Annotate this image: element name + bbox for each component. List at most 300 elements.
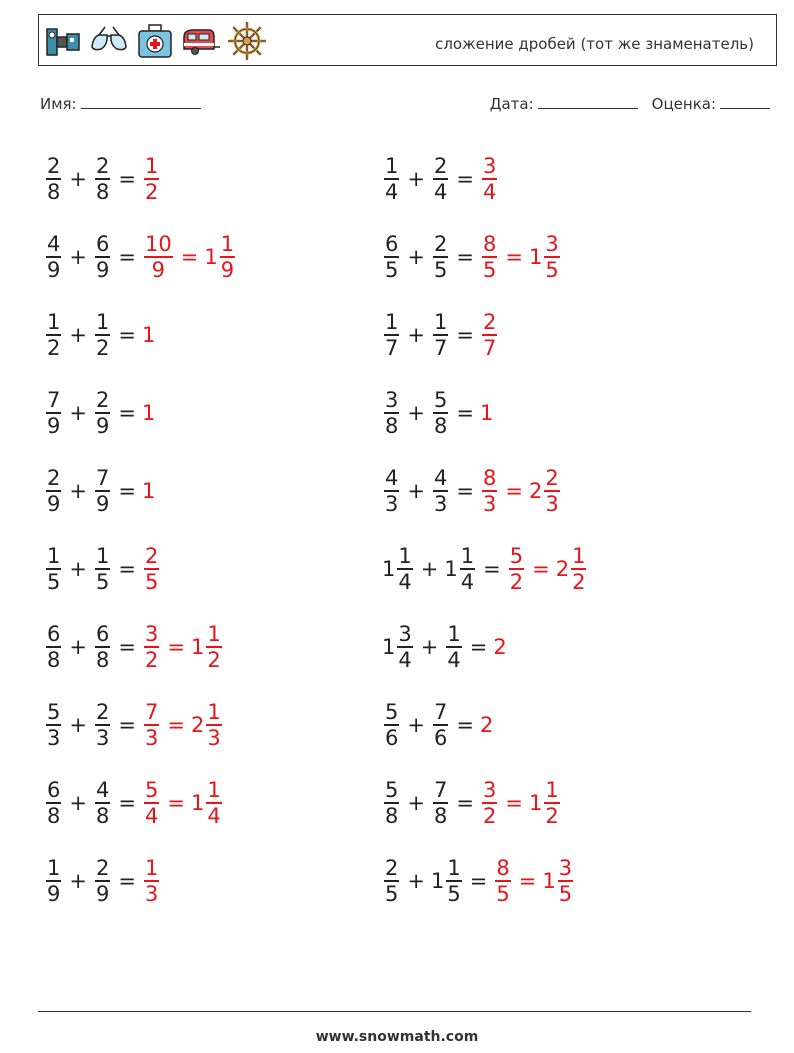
equals-sign: = bbox=[118, 401, 136, 425]
answer-equals-sign: = bbox=[167, 791, 185, 815]
equals-sign: = bbox=[456, 401, 474, 425]
addend-b bbox=[93, 544, 112, 594]
numerator: 2 bbox=[95, 154, 110, 179]
denominator: 9 bbox=[220, 257, 235, 282]
answer-value bbox=[142, 479, 155, 503]
problem-row bbox=[44, 452, 237, 530]
answer bbox=[480, 154, 499, 204]
answer bbox=[142, 401, 155, 425]
whole-number: 2 bbox=[555, 557, 570, 581]
whole-number: 1 bbox=[204, 245, 218, 269]
numerator: 5 bbox=[385, 700, 399, 725]
numerator: 8 bbox=[482, 466, 497, 491]
equals-sign: = bbox=[456, 791, 474, 815]
addend-b bbox=[93, 232, 112, 282]
equals-sign: = bbox=[469, 869, 488, 893]
answer-equals-sign: = bbox=[505, 791, 523, 815]
denominator: 7 bbox=[385, 335, 399, 360]
whole-number: 2 bbox=[493, 635, 507, 659]
fraction bbox=[206, 778, 221, 828]
answer bbox=[480, 310, 499, 360]
plus-sign: + bbox=[69, 869, 87, 893]
plus-sign: + bbox=[407, 167, 425, 191]
answer bbox=[142, 479, 155, 503]
equals-sign: = bbox=[118, 479, 136, 503]
addend-b bbox=[93, 466, 112, 516]
numerator: 7 bbox=[433, 700, 448, 725]
plus-sign: + bbox=[407, 245, 425, 269]
addend-a bbox=[382, 466, 401, 516]
answer bbox=[142, 778, 224, 828]
denominator: 8 bbox=[47, 647, 61, 672]
numerator: 2 bbox=[433, 154, 448, 179]
fraction bbox=[571, 544, 586, 594]
answer-value bbox=[142, 154, 161, 204]
whole-number: 1 bbox=[141, 479, 156, 503]
equals-sign: = bbox=[118, 713, 136, 737]
answer bbox=[142, 856, 161, 906]
name-blank bbox=[81, 94, 201, 109]
numerator: 2 bbox=[144, 544, 159, 569]
denominator: 4 bbox=[385, 179, 399, 204]
denominator: 9 bbox=[47, 257, 61, 282]
numerator: 2 bbox=[47, 466, 61, 491]
addend-b bbox=[431, 388, 450, 438]
plus-sign: + bbox=[69, 479, 87, 503]
denominator: 3 bbox=[144, 725, 159, 750]
fraction bbox=[482, 232, 497, 282]
plus-sign: + bbox=[407, 323, 425, 347]
problem-row bbox=[382, 296, 588, 374]
answer-value bbox=[142, 856, 161, 906]
problems-left-column bbox=[44, 140, 237, 920]
numerator: 1 bbox=[47, 310, 61, 335]
denominator: 8 bbox=[95, 179, 110, 204]
numerator: 7 bbox=[95, 466, 110, 491]
numerator: 3 bbox=[398, 622, 412, 647]
plus-sign: + bbox=[69, 167, 87, 191]
numerator: 1 bbox=[398, 544, 412, 569]
denominator: 3 bbox=[482, 491, 497, 516]
fraction bbox=[95, 700, 110, 750]
fraction bbox=[95, 154, 110, 204]
equals-sign: = bbox=[483, 557, 501, 581]
problem-row bbox=[382, 452, 588, 530]
answer-value bbox=[480, 310, 499, 360]
denominator: 2 bbox=[144, 179, 159, 204]
numerator: 6 bbox=[47, 778, 61, 803]
numerator: 1 bbox=[385, 154, 399, 179]
numerator: 1 bbox=[545, 778, 559, 803]
denominator: 5 bbox=[144, 569, 159, 594]
fraction bbox=[384, 778, 399, 828]
answer-value bbox=[142, 622, 161, 672]
problem-row bbox=[382, 140, 588, 218]
numerator: 1 bbox=[447, 856, 461, 881]
fraction bbox=[95, 466, 110, 516]
answer bbox=[493, 856, 575, 906]
header-icons bbox=[43, 21, 267, 61]
fraction bbox=[144, 232, 173, 282]
addend-a bbox=[44, 778, 63, 828]
numerator: 8 bbox=[482, 232, 497, 257]
answer-value bbox=[480, 401, 493, 425]
fraction bbox=[384, 388, 399, 438]
fraction bbox=[384, 310, 399, 360]
addend-a bbox=[382, 856, 401, 906]
denominator: 5 bbox=[545, 257, 559, 282]
equals-sign: = bbox=[118, 635, 136, 659]
fraction bbox=[144, 856, 159, 906]
whole-number: 2 bbox=[190, 713, 205, 737]
addend-b bbox=[444, 544, 477, 594]
equals-sign: = bbox=[118, 869, 136, 893]
fraction bbox=[384, 232, 399, 282]
fraction bbox=[46, 700, 61, 750]
answer bbox=[507, 544, 589, 594]
fraction bbox=[397, 622, 412, 672]
fraction bbox=[460, 544, 475, 594]
denominator: 5 bbox=[385, 257, 399, 282]
addend-a bbox=[382, 388, 401, 438]
numerator: 3 bbox=[545, 232, 559, 257]
fraction bbox=[544, 232, 559, 282]
denominator: 5 bbox=[447, 881, 461, 906]
denominator: 9 bbox=[95, 257, 110, 282]
plus-sign: + bbox=[69, 323, 87, 347]
whole-number: 1 bbox=[141, 323, 156, 347]
numerator: 3 bbox=[482, 154, 497, 179]
answer bbox=[142, 323, 155, 347]
numerator: 7 bbox=[47, 388, 61, 413]
answer-value bbox=[529, 232, 562, 282]
fraction bbox=[397, 544, 412, 594]
numerator: 7 bbox=[144, 700, 159, 725]
numerator: 5 bbox=[144, 778, 159, 803]
problem-row bbox=[382, 530, 588, 608]
plus-sign: + bbox=[420, 635, 439, 659]
equals-sign: = bbox=[118, 323, 136, 347]
answer bbox=[493, 635, 506, 659]
denominator: 8 bbox=[385, 413, 399, 438]
answer-value bbox=[493, 635, 506, 659]
numerator: 2 bbox=[95, 700, 110, 725]
numerator: 1 bbox=[433, 310, 448, 335]
answer bbox=[480, 232, 562, 282]
answer-value bbox=[529, 466, 562, 516]
answer bbox=[480, 401, 493, 425]
plus-sign: + bbox=[407, 869, 425, 893]
date-field bbox=[490, 94, 638, 113]
numerator: 6 bbox=[47, 622, 61, 647]
fraction bbox=[384, 700, 399, 750]
answer-value bbox=[204, 232, 237, 282]
denominator: 7 bbox=[433, 335, 448, 360]
whole-number: 1 bbox=[190, 635, 205, 659]
fraction bbox=[95, 856, 110, 906]
whole-number: 2 bbox=[528, 479, 543, 503]
numerator: 2 bbox=[545, 466, 559, 491]
denominator: 4 bbox=[398, 569, 412, 594]
whole-number: 1 bbox=[528, 791, 543, 815]
addend-a bbox=[382, 778, 401, 828]
denominator: 5 bbox=[385, 881, 399, 906]
addend-b bbox=[93, 388, 112, 438]
answer-value bbox=[529, 778, 562, 828]
equals-sign: = bbox=[469, 635, 488, 659]
denominator: 3 bbox=[207, 725, 221, 750]
addend-b bbox=[431, 310, 450, 360]
addend-a bbox=[44, 310, 63, 360]
numerator: 5 bbox=[509, 544, 524, 569]
plus-sign: + bbox=[69, 713, 87, 737]
answer-value bbox=[480, 466, 499, 516]
addend-a bbox=[44, 154, 63, 204]
answer-value bbox=[480, 778, 499, 828]
denominator: 2 bbox=[207, 647, 221, 672]
denominator: 3 bbox=[47, 725, 61, 750]
name-label: Имя: bbox=[40, 95, 77, 113]
whole-number: 1 bbox=[444, 557, 458, 581]
equals-sign: = bbox=[118, 791, 136, 815]
plus-sign: + bbox=[407, 791, 425, 815]
problem-row bbox=[44, 374, 237, 452]
whole-number: 2 bbox=[479, 713, 494, 737]
denominator: 5 bbox=[482, 257, 497, 282]
plus-sign: + bbox=[69, 791, 87, 815]
answer bbox=[480, 466, 562, 516]
fraction bbox=[46, 544, 61, 594]
fraction bbox=[384, 154, 399, 204]
answer-equals-sign: = bbox=[180, 245, 199, 269]
denominator: 5 bbox=[496, 881, 510, 906]
footer-url: www.snowmath.com bbox=[315, 1029, 479, 1045]
denominator: 5 bbox=[47, 569, 61, 594]
denominator: 8 bbox=[95, 803, 110, 828]
fraction bbox=[46, 232, 61, 282]
fraction bbox=[509, 544, 524, 594]
fraction bbox=[446, 622, 461, 672]
denominator: 9 bbox=[47, 491, 61, 516]
numerator: 2 bbox=[95, 856, 110, 881]
answer-value bbox=[142, 700, 161, 750]
whole-number: 1 bbox=[528, 245, 543, 269]
addend-b bbox=[93, 856, 112, 906]
numerator: 2 bbox=[482, 310, 497, 335]
equals-sign: = bbox=[456, 167, 474, 191]
denominator: 4 bbox=[144, 803, 159, 828]
addend-a bbox=[44, 544, 63, 594]
fraction bbox=[95, 310, 110, 360]
problem-row bbox=[44, 296, 237, 374]
addend-a bbox=[382, 310, 401, 360]
equals-sign: = bbox=[456, 323, 474, 347]
numerator: 1 bbox=[572, 544, 586, 569]
fraction bbox=[46, 154, 61, 204]
fraction bbox=[95, 388, 110, 438]
fraction bbox=[433, 700, 448, 750]
plus-sign: + bbox=[407, 401, 425, 425]
whole-number: 1 bbox=[542, 869, 556, 893]
addend-a bbox=[382, 700, 401, 750]
denominator: 2 bbox=[509, 569, 524, 594]
whole-number: 1 bbox=[430, 869, 445, 893]
problem-row bbox=[382, 764, 588, 842]
fraction bbox=[433, 466, 448, 516]
addend-a bbox=[382, 622, 415, 672]
addend-a bbox=[382, 154, 401, 204]
name-field bbox=[40, 94, 201, 113]
denominator: 4 bbox=[482, 179, 497, 204]
denominator: 5 bbox=[433, 257, 448, 282]
answer-value bbox=[556, 544, 589, 594]
denominator: 5 bbox=[558, 881, 573, 906]
answer-value bbox=[480, 154, 499, 204]
problem-row bbox=[44, 530, 237, 608]
date-label: Дата: bbox=[489, 95, 534, 113]
numerator: 5 bbox=[433, 388, 448, 413]
whole-number: 1 bbox=[382, 557, 396, 581]
fraction bbox=[46, 622, 61, 672]
denominator: 8 bbox=[385, 803, 399, 828]
denominator: 6 bbox=[433, 725, 448, 750]
addend-b bbox=[93, 154, 112, 204]
denominator: 9 bbox=[151, 257, 166, 282]
answer bbox=[142, 544, 161, 594]
numerator: 1 bbox=[207, 622, 221, 647]
denominator: 5 bbox=[95, 569, 110, 594]
answer-value bbox=[142, 401, 155, 425]
problem-row bbox=[44, 764, 237, 842]
answer-value bbox=[191, 778, 224, 828]
numerator: 1 bbox=[447, 622, 461, 647]
answer-value bbox=[480, 713, 493, 737]
addend-a bbox=[44, 856, 63, 906]
grade-blank bbox=[720, 94, 770, 109]
addend-a bbox=[382, 544, 415, 594]
addend-b bbox=[444, 622, 463, 672]
problem-row bbox=[44, 140, 237, 218]
plus-sign: + bbox=[407, 713, 425, 737]
denominator: 9 bbox=[95, 881, 110, 906]
addend-b bbox=[93, 310, 112, 360]
numerator: 3 bbox=[482, 778, 497, 803]
numerator: 1 bbox=[207, 778, 221, 803]
fraction bbox=[144, 622, 159, 672]
denominator: 8 bbox=[47, 803, 61, 828]
addend-b bbox=[431, 778, 450, 828]
denominator: 6 bbox=[385, 725, 399, 750]
numerator: 1 bbox=[95, 310, 110, 335]
answer-value bbox=[493, 856, 512, 906]
numerator: 2 bbox=[385, 856, 399, 881]
fraction bbox=[482, 154, 497, 204]
addend-b bbox=[431, 232, 450, 282]
plus-sign: + bbox=[69, 245, 87, 269]
date-grade-fields bbox=[490, 94, 770, 113]
fraction bbox=[433, 232, 448, 282]
denominator: 9 bbox=[95, 491, 110, 516]
equals-sign: = bbox=[456, 479, 474, 503]
plus-sign: + bbox=[407, 479, 425, 503]
numerator: 1 bbox=[220, 232, 235, 257]
numerator: 8 bbox=[496, 856, 510, 881]
numerator: 7 bbox=[433, 778, 448, 803]
numerator: 1 bbox=[460, 544, 475, 569]
denominator: 2 bbox=[47, 335, 61, 360]
answer-equals-sign: = bbox=[518, 869, 537, 893]
denominator: 8 bbox=[95, 647, 110, 672]
first-aid-kit-icon bbox=[135, 21, 175, 61]
denominator: 3 bbox=[95, 725, 110, 750]
equals-sign: = bbox=[456, 713, 474, 737]
fraction bbox=[558, 856, 573, 906]
problem-row bbox=[382, 608, 588, 686]
numerator: 5 bbox=[47, 700, 61, 725]
problem-row bbox=[382, 686, 588, 764]
denominator: 9 bbox=[47, 881, 61, 906]
fraction bbox=[482, 310, 497, 360]
whole-number: 1 bbox=[479, 401, 494, 425]
answer-equals-sign: = bbox=[505, 479, 523, 503]
fraction bbox=[95, 778, 110, 828]
fraction bbox=[144, 778, 159, 828]
fraction bbox=[495, 856, 510, 906]
fraction bbox=[95, 544, 110, 594]
numerator: 2 bbox=[47, 154, 61, 179]
fraction bbox=[144, 154, 159, 204]
fraction bbox=[206, 700, 221, 750]
numerator: 1 bbox=[207, 700, 221, 725]
answer-value bbox=[191, 622, 224, 672]
answer-value bbox=[142, 778, 161, 828]
problem-row bbox=[382, 218, 588, 296]
answer bbox=[142, 232, 237, 282]
answer bbox=[480, 713, 493, 737]
date-blank bbox=[538, 94, 638, 109]
problem-row bbox=[382, 842, 588, 920]
fraction bbox=[95, 232, 110, 282]
denominator: 9 bbox=[47, 413, 61, 438]
fraction bbox=[446, 856, 461, 906]
numerator: 6 bbox=[385, 232, 399, 257]
ship-wheel-icon bbox=[227, 21, 267, 61]
worksheet-title: сложение дробей (тот же знаменатель) bbox=[435, 35, 754, 53]
addend-b bbox=[93, 778, 112, 828]
footer-divider bbox=[38, 1011, 751, 1012]
fraction bbox=[384, 466, 399, 516]
denominator: 2 bbox=[95, 335, 110, 360]
fraction bbox=[46, 466, 61, 516]
fraction bbox=[433, 388, 448, 438]
addend-a bbox=[44, 700, 63, 750]
addend-b bbox=[93, 700, 112, 750]
addend-a bbox=[382, 232, 401, 282]
fraction bbox=[95, 622, 110, 672]
fraction bbox=[144, 544, 159, 594]
numerator: 4 bbox=[433, 466, 448, 491]
denominator: 3 bbox=[385, 491, 399, 516]
equals-sign: = bbox=[456, 245, 474, 269]
numerator: 5 bbox=[385, 778, 399, 803]
answer-equals-sign: = bbox=[167, 635, 185, 659]
fraction bbox=[544, 466, 559, 516]
addend-a bbox=[44, 466, 63, 516]
addend-b bbox=[431, 154, 450, 204]
fraction bbox=[433, 310, 448, 360]
fraction bbox=[384, 856, 399, 906]
camcorder-icon bbox=[43, 21, 83, 61]
